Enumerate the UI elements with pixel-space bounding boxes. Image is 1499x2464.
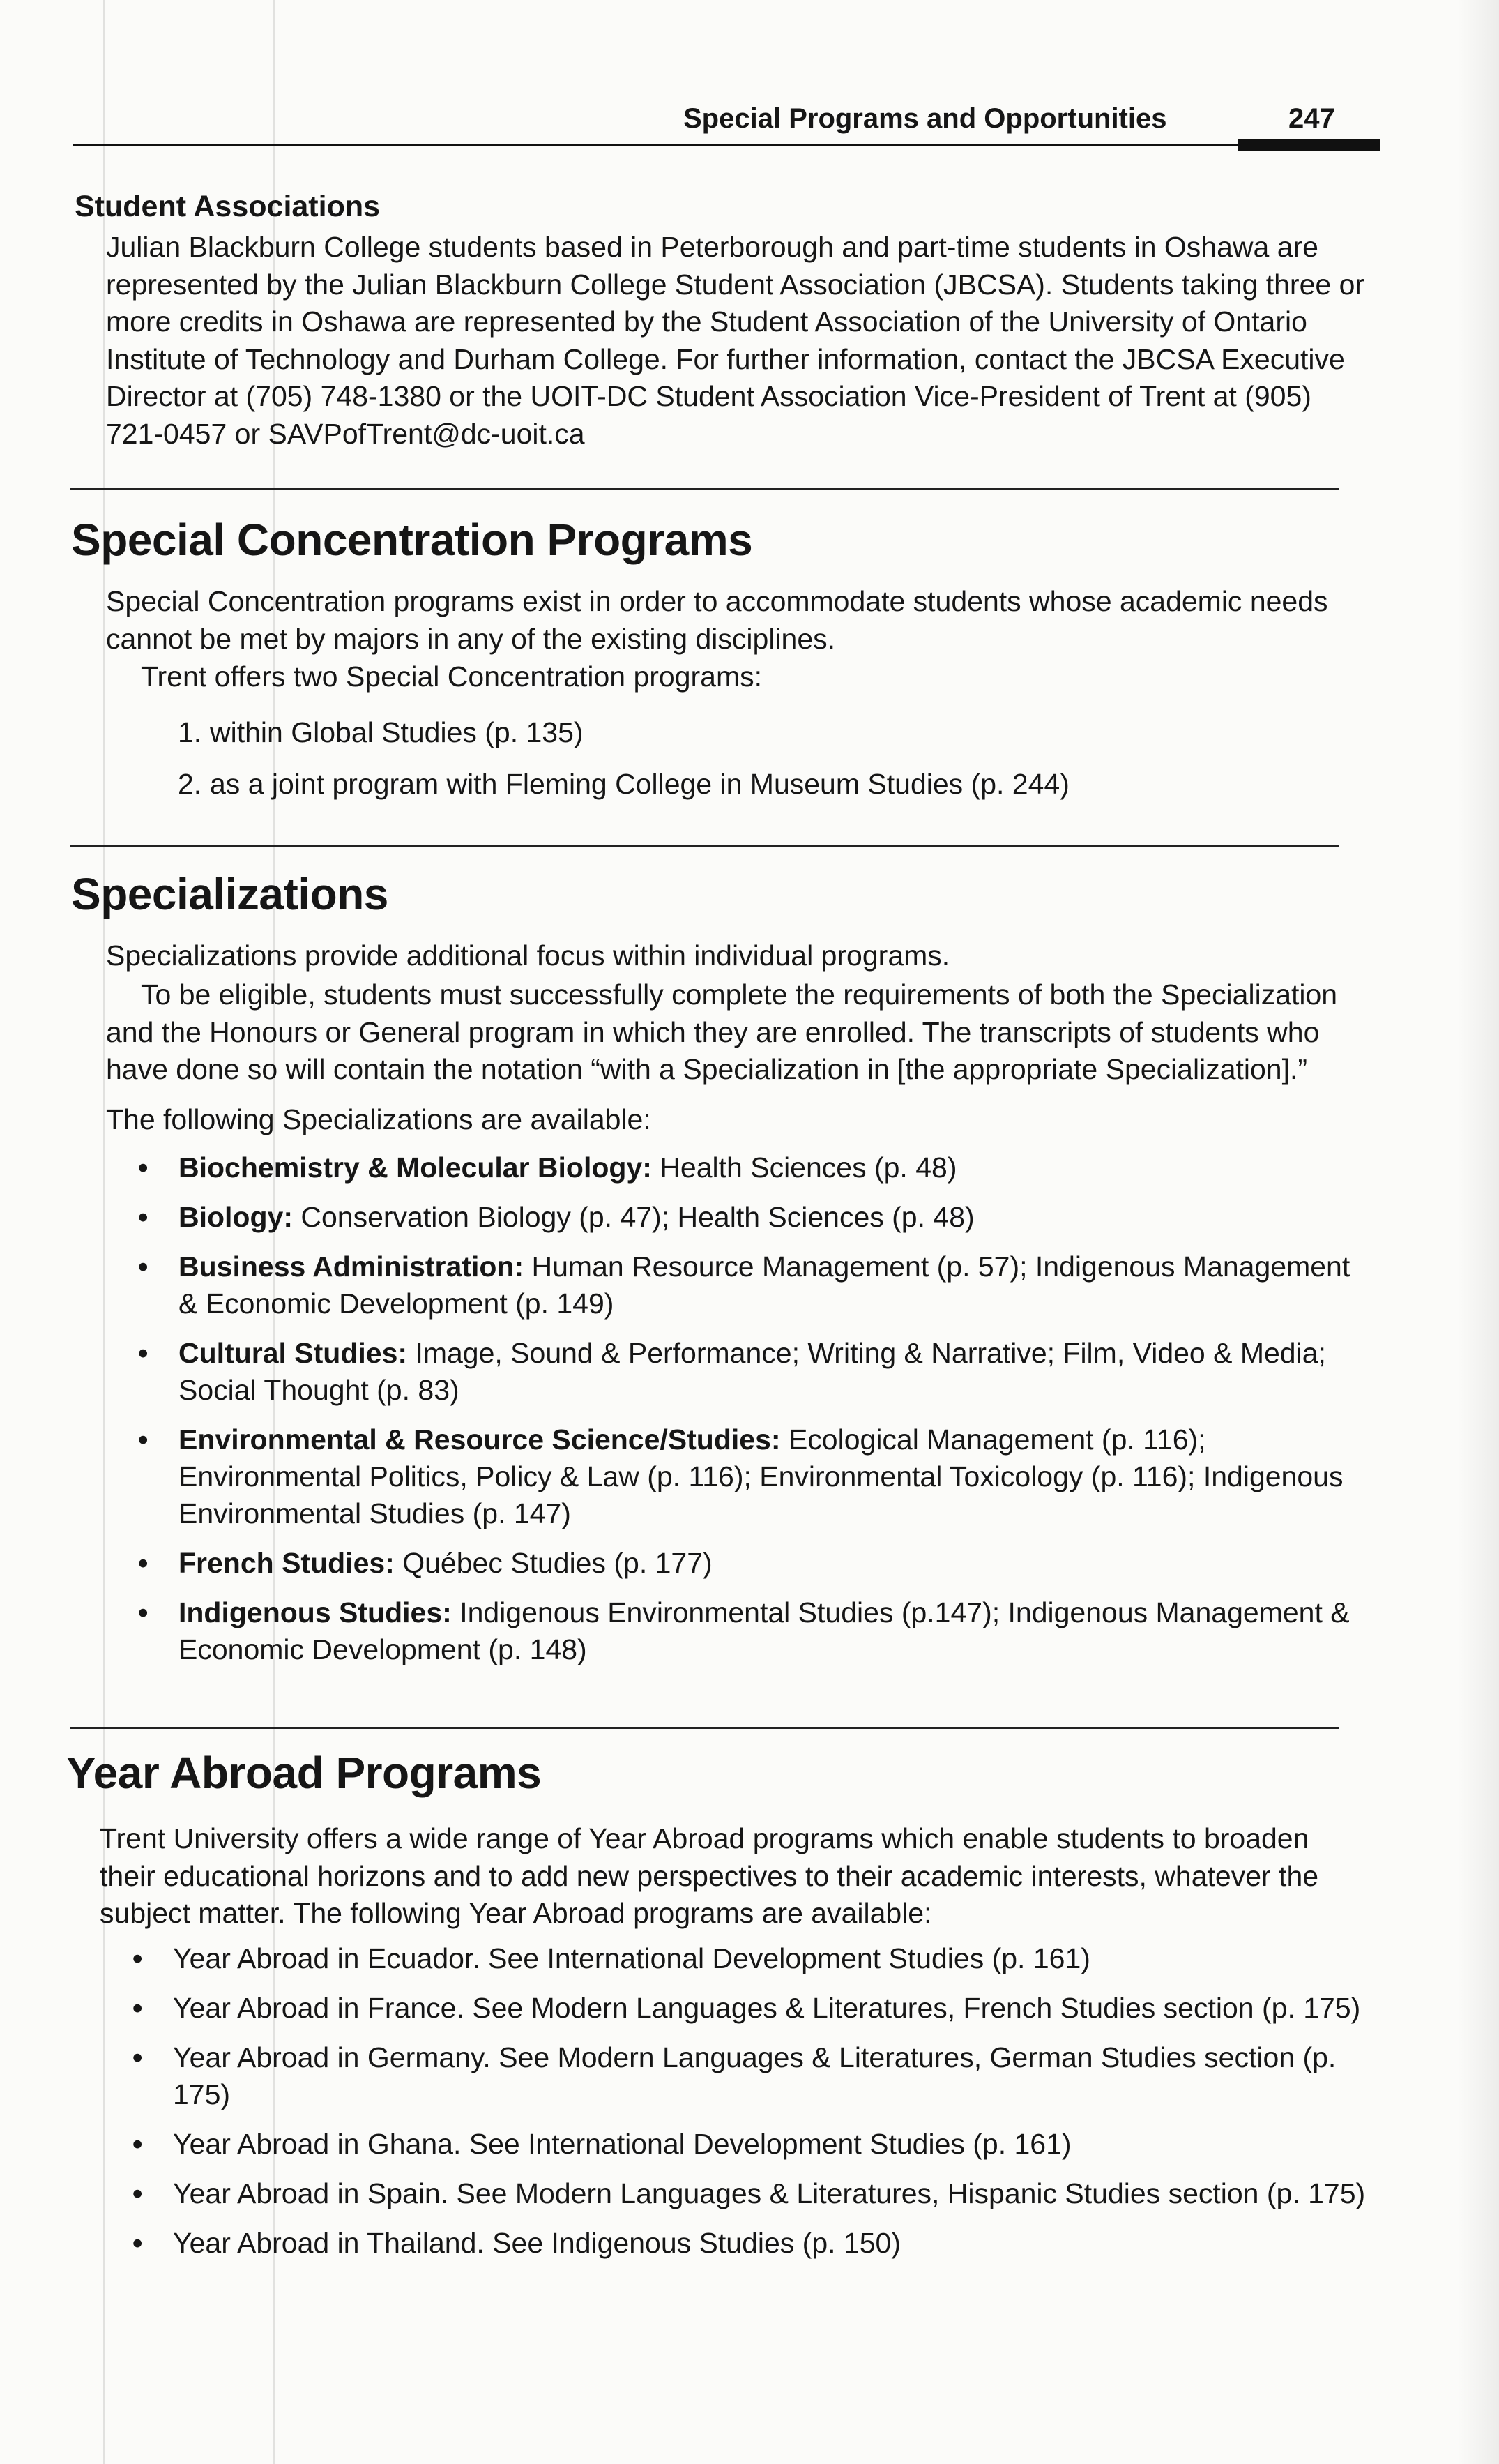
bullet-icon: • [132,2227,143,2259]
special-concentration-list [178,706,1070,810]
year-abroad-heading: Year Abroad Programs [66,1748,542,1798]
list-item [138,1149,1369,1186]
year-abroad-intro: Trent University offers a wide range of Year Abroad programs which enable students to broaden their educational horizons and to add new perspectives to their academic interests, whatever the subject matter. The following Year Abroad programs are available: [100,1822,1319,1929]
list-item [138,1594,1369,1668]
running-head: Special Programs and Opportunities [683,103,1167,134]
section-rule [70,845,1339,847]
list-item [132,2225,1374,2262]
year-abroad-item: Year Abroad in Germany. See Modern Languages & Literatures, German Studies section (p. 175) [173,2041,1337,2110]
list-item [138,1545,1369,1582]
bullet-icon: • [132,2041,143,2073]
special-concentration-lead: Trent offers two Special Concentration programs: [141,660,763,693]
year-abroad-item: Year Abroad in Spain. See Modern Languages & Literatures, Hispanic Studies section (p. 175) [173,2177,1366,2209]
bullet-icon: • [138,1151,149,1184]
list-item [132,2039,1374,2113]
page-edge-shadow [1457,0,1499,2464]
list-item [132,1990,1374,2027]
specialization-text: Human Resource Management (p. 57); Indigenous Management & Economic Development (p. 149) [178,1250,1350,1320]
section-rule [70,488,1339,490]
list-item [178,758,1070,810]
bullet-icon: • [138,1337,149,1369]
bullet-icon: • [138,1201,149,1233]
list-item [138,1248,1369,1322]
list-item [138,1335,1369,1409]
list-item [132,1940,1374,1977]
specializations-heading: Specializations [71,869,388,919]
year-abroad-item: Year Abroad in Ecuador. See International Development Studies (p. 161) [173,1942,1090,1974]
specialization-text: Image, Sound & Performance; Writing & Narrative; Film, Video & Media; Social Thought (p. 83) [178,1337,1326,1406]
year-abroad-item: Year Abroad in Thailand. See Indigenous Studies (p. 150) [173,2227,901,2259]
item-text: within Global Studies (p. 135) [210,716,584,748]
item-text: as a joint program with Fleming College in Museum Studies (p. 244) [210,768,1070,800]
specialization-term: Environmental & Resource Science/Studies: [178,1423,781,1456]
specialization-term: Cultural Studies: [178,1337,408,1369]
specialization-term: French Studies: [178,1547,395,1579]
student-associations-body: Julian Blackburn College students based in Peterborough and part-time students in Oshawa are represented by the Julian Blackburn College Student Association (JBCSA). Students taking three or more credits in Oshawa are represented by the Student Association of the University of Ontario Institute of Technology and Durham College. For further information, contact the JBCSA Executive Director at (705) 748-1380 or the UOIT-DC Student Association Vice-President of Trent at (905) 721-0457 or SAVPofTrent@dc-uoit.ca [106,231,1365,450]
item-number: 2. [178,768,202,800]
specializations-lead: The following Specializations are available: [106,1103,651,1135]
bullet-icon: • [138,1596,149,1628]
header-rule [73,144,1380,146]
specialization-text: Conservation Biology (p. 47); Health Sciences (p. 48) [300,1201,975,1233]
specializations-eligibility: To be eligible, students must successfully complete the requirements of both the Specialization and the Honours or General program in which they are enrolled. The transcripts of students who have done so will contain the notation “with a Specialization in [the appropriate Specialization].” [106,978,1338,1085]
specialization-text: Ecological Management (p. 116); Environmental Politics, Policy & Law (p. 116); Environmental Toxicology (p. 116); Indigenous Environmental Studies (p. 147) [178,1423,1344,1529]
list-item [138,1421,1369,1532]
section-rule [70,1727,1339,1729]
special-concentration-intro: Special Concentration programs exist in order to accommodate students whose academic needs cannot be met by majors in any of the existing disciplines. [106,585,1328,655]
bullet-icon: • [132,2128,143,2160]
item-number: 1. [178,716,202,748]
specialization-text: Health Sciences (p. 48) [660,1151,957,1184]
specialization-term: Biochemistry & Molecular Biology: [178,1151,652,1184]
page-number: 247 [1288,103,1335,134]
specialization-text: Québec Studies (p. 177) [402,1547,713,1579]
specialization-term: Business Administration: [178,1250,524,1283]
specializations-list [138,1149,1369,1668]
list-item [132,2175,1374,2212]
header-rule-accent [1238,139,1380,151]
specialization-term: Indigenous Studies: [178,1596,452,1628]
student-associations-heading: Student Associations [75,190,381,223]
year-abroad-list [132,1940,1374,2262]
bullet-icon: • [138,1547,149,1579]
specialization-term: Biology: [178,1201,293,1233]
special-concentration-heading: Special Concentration Programs [71,515,753,565]
scan-fold-line [103,0,105,2464]
list-item [132,2126,1374,2163]
specializations-intro: Specializations provide additional focus within individual programs. [106,939,950,972]
bullet-icon: • [138,1250,149,1283]
bullet-icon: • [138,1423,149,1456]
list-item [178,706,1070,758]
bullet-icon: • [132,2177,143,2209]
year-abroad-item: Year Abroad in France. See Modern Languages & Literatures, French Studies section (p. 175) [173,1992,1361,2024]
bullet-icon: • [132,1992,143,2024]
bullet-icon: • [132,1942,143,1974]
year-abroad-item: Year Abroad in Ghana. See International Development Studies (p. 161) [173,2128,1072,2160]
specialization-text: Indigenous Environmental Studies (p.147); Indigenous Management & Economic Development (p. 148) [178,1596,1350,1665]
list-item [138,1199,1369,1236]
